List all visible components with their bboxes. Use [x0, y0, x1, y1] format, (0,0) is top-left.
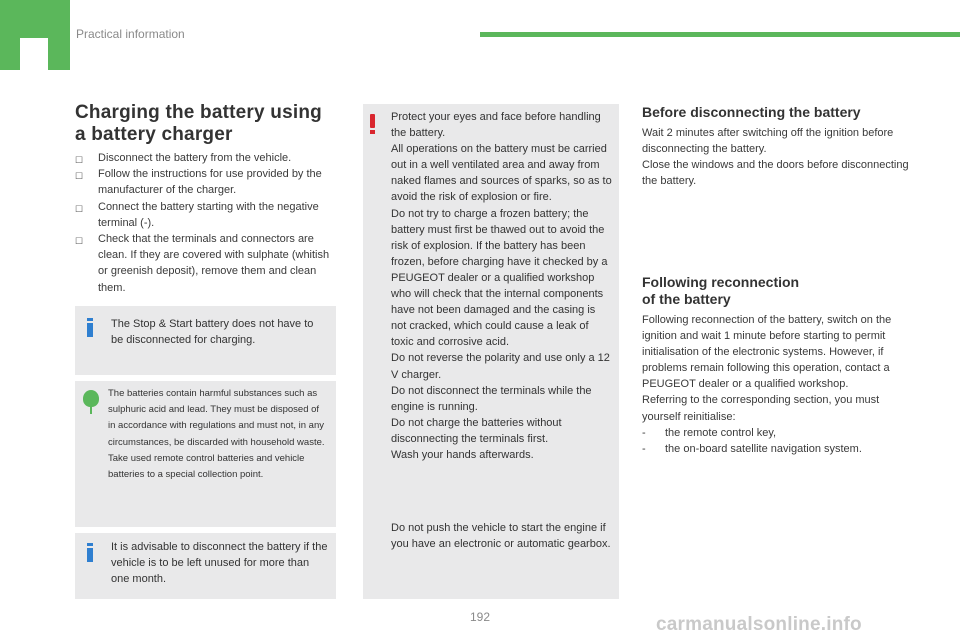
reinitialise-item [642, 441, 910, 457]
dash-marker: - [642, 426, 646, 439]
charging-step [75, 166, 337, 198]
following-reconnection-text: Following reconnection of the battery, switch on the ignition and wait 1 minute before starting to permit initialisation of the electronic systems. However, if problems remain following this operation, contact a PEUGEOT dealer or a qualified workshop. Referring to the corresponding section, you must yourself reinitialise: [642, 314, 892, 423]
checkbox-icon: ☐ [75, 171, 84, 182]
before-disconnecting-text: Wait 2 minutes after switching off the ignition before disconnecting the battery. Close the windows and the doors before disconnecting the battery. [642, 127, 909, 188]
advice-note [75, 533, 336, 599]
section-tab-marker [0, 0, 70, 70]
charging-title-line1: Charging the battery using [75, 102, 322, 123]
advice-note-text: It is advisable to disconnect the battery if the vehicle is to be left unused for more than one month. [111, 541, 328, 585]
leaf-icon [83, 390, 99, 416]
watermark: carmanualsonline.info [656, 614, 862, 635]
reinitialise-item [642, 425, 910, 441]
charging-title-line2: a battery charger [75, 124, 233, 145]
following-reconnection-title [642, 274, 922, 308]
charging-step [75, 231, 337, 296]
section-label: Practical information [76, 27, 185, 41]
charging-step-text: Connect the battery starting with the negative terminal (-). [98, 200, 319, 229]
before-disconnecting-title: Before disconnecting the battery [642, 104, 861, 120]
charging-step-text: Follow the instructions for use provided by the manufacturer of the charger. [98, 168, 322, 197]
charging-step-text: Disconnect the battery from the vehicle. [98, 152, 292, 164]
stop-start-note-text: The Stop & Start battery does not have to be disconnected for charging. [111, 318, 314, 346]
charging-title [75, 102, 345, 146]
following-reconnection-body [642, 312, 910, 457]
charging-step-text: Check that the terminals and connectors are clean. If they are covered with sulphate (whitish or greenish deposit), remove them and clean them. [98, 233, 330, 294]
dash-marker: - [642, 442, 646, 455]
warning-text: Protect your eyes and face before handling the battery. All operations on the battery must be carried out in a well ventilated area and away from naked flames and sources of sparks, so as to avoid the risk of explosion or fire. Do not try to charge a frozen battery; the battery must first be thawed out to avoid the risk of explosion. If the battery has been frozen, before charging have it checked by a PEUGEOT dealer or a qualified workshop who will check that the internal components have not been damaged and the casing is not cracked, which could cause a leak of toxic and corrosive acid. Do not reverse the polarity and use only a 12 V charger. Do not disconnect the terminals while the engine is running. Do not charge the batteries without disconnecting the terminals first. Wash your hands afterwards. [391, 111, 612, 461]
following-reconnection-title-line1: Following reconnection [642, 274, 800, 290]
section-tab-notch [20, 38, 48, 70]
checkbox-icon: ☐ [75, 236, 84, 247]
environment-note-text: The batteries contain harmful substances such as sulphuric acid and lead. They must be disposed of in accordance with regulations and must not, in any circumstances, be discarded with household waste. Take used remote control batteries and vehicle batteries to a special collection point. [108, 388, 325, 481]
reinitialise-item-text: the on-board satellite navigation system. [665, 442, 862, 455]
warning-panel [363, 104, 619, 599]
checkbox-icon: ☐ [75, 203, 84, 214]
stop-start-note [75, 306, 336, 375]
warning-extra-text: Do not push the vehicle to start the engine if you have an electronic or automatic gearbox. [391, 522, 611, 551]
checkbox-icon: ☐ [75, 155, 84, 165]
charging-step [75, 150, 337, 166]
header-rule [480, 32, 960, 37]
page-number: 192 [469, 610, 491, 624]
following-reconnection-title-line2: of the battery [642, 291, 731, 307]
info-icon [87, 318, 93, 337]
reinitialise-item-text: the remote control key, [665, 426, 777, 439]
environment-note [75, 381, 336, 527]
warning-icon [370, 114, 375, 134]
charging-step [75, 199, 337, 231]
charging-steps [75, 150, 337, 296]
info-icon [87, 543, 93, 562]
